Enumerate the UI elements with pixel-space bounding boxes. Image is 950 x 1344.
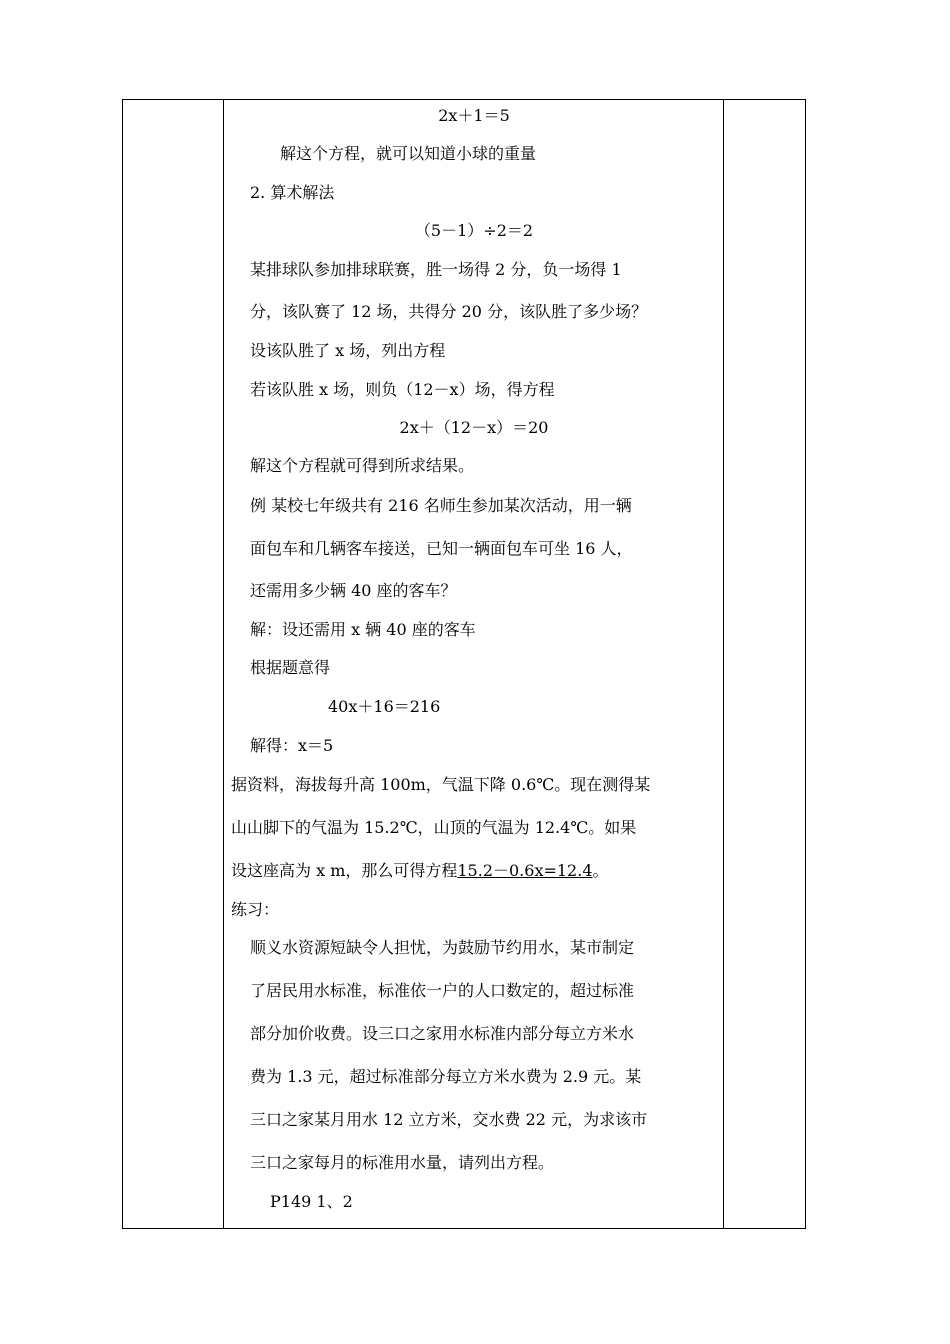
page-reference: P149 1、2 (270, 1192, 353, 1211)
example-line: 还需用多少辆 40 座的客车？ (250, 581, 457, 600)
practice-line: 费为 1.3 元，超过标准部分每立方米水费为 2.9 元。某 (250, 1067, 642, 1086)
column-divider-right (723, 100, 724, 1228)
equation-arithmetic: （5－1）÷2＝2 (414, 221, 534, 240)
text-line: 据资料，海拔每升高 100m，气温下降 0.6℃。现在测得某 (231, 775, 651, 794)
solution-result: 解得：x＝5 (250, 736, 334, 755)
column-divider-left (223, 100, 224, 1228)
section-heading-arithmetic: 2. 算术解法 (250, 183, 335, 202)
equation-bus: 40x＋16＝216 (328, 697, 441, 716)
example-line: 面包车和几辆客车接送，已知一辆面包车可坐 16 人， (250, 539, 633, 558)
equation-volleyball: 2x＋（12－x）＝20 (399, 418, 549, 437)
equation-ball: 2x＋1＝5 (438, 106, 510, 125)
text-line: 若该队胜 x 场，则负（12－x）场，得方程 (250, 380, 555, 399)
solution-line: 根据题意得 (250, 658, 331, 677)
example-line: 例 某校七年级共有 216 名师生参加某次活动，用一辆 (250, 496, 632, 515)
text-segment: 。 (592, 861, 609, 880)
text-segment: 设这座高为 x m，那么可得方程 (231, 861, 458, 880)
practice-line: 部分加价收费。设三口之家用水标准内部分每立方米水 (250, 1024, 635, 1043)
text-line: 某排球队参加排球联赛，胜一场得 2 分，负一场得 1 (250, 260, 622, 279)
practice-heading: 练习： (231, 900, 280, 919)
practice-line: 顺义水资源短缺令人担忧，为鼓励节约用水，某市制定 (250, 938, 635, 957)
practice-line: 三口之家某月用水 12 立方米，交水费 22 元，为求该市 (250, 1110, 648, 1129)
underlined-answer: 15.2－0.6x=12.4 (457, 861, 593, 880)
text-line: 解这个方程，就可以知道小球的重量 (280, 144, 537, 163)
practice-line: 了居民用水标准，标准依一户的人口数定的，超过标准 (250, 981, 635, 1000)
solution-line: 解：设还需用 x 辆 40 座的客车 (250, 620, 476, 639)
text-line: 设该队胜了 x 场，列出方程 (250, 341, 446, 360)
practice-line: 三口之家每月的标准用水量，请列出方程。 (250, 1153, 555, 1172)
text-line: 解这个方程就可得到所求结果。 (250, 456, 475, 475)
text-line: 分，该队赛了 12 场，共得分 20 分，该队胜了多少场？ (250, 302, 648, 321)
text-line: 山山脚下的气温为 15.2℃，山顶的气温为 12.4℃。如果 (231, 818, 637, 837)
text-line-with-answer (231, 861, 609, 881)
